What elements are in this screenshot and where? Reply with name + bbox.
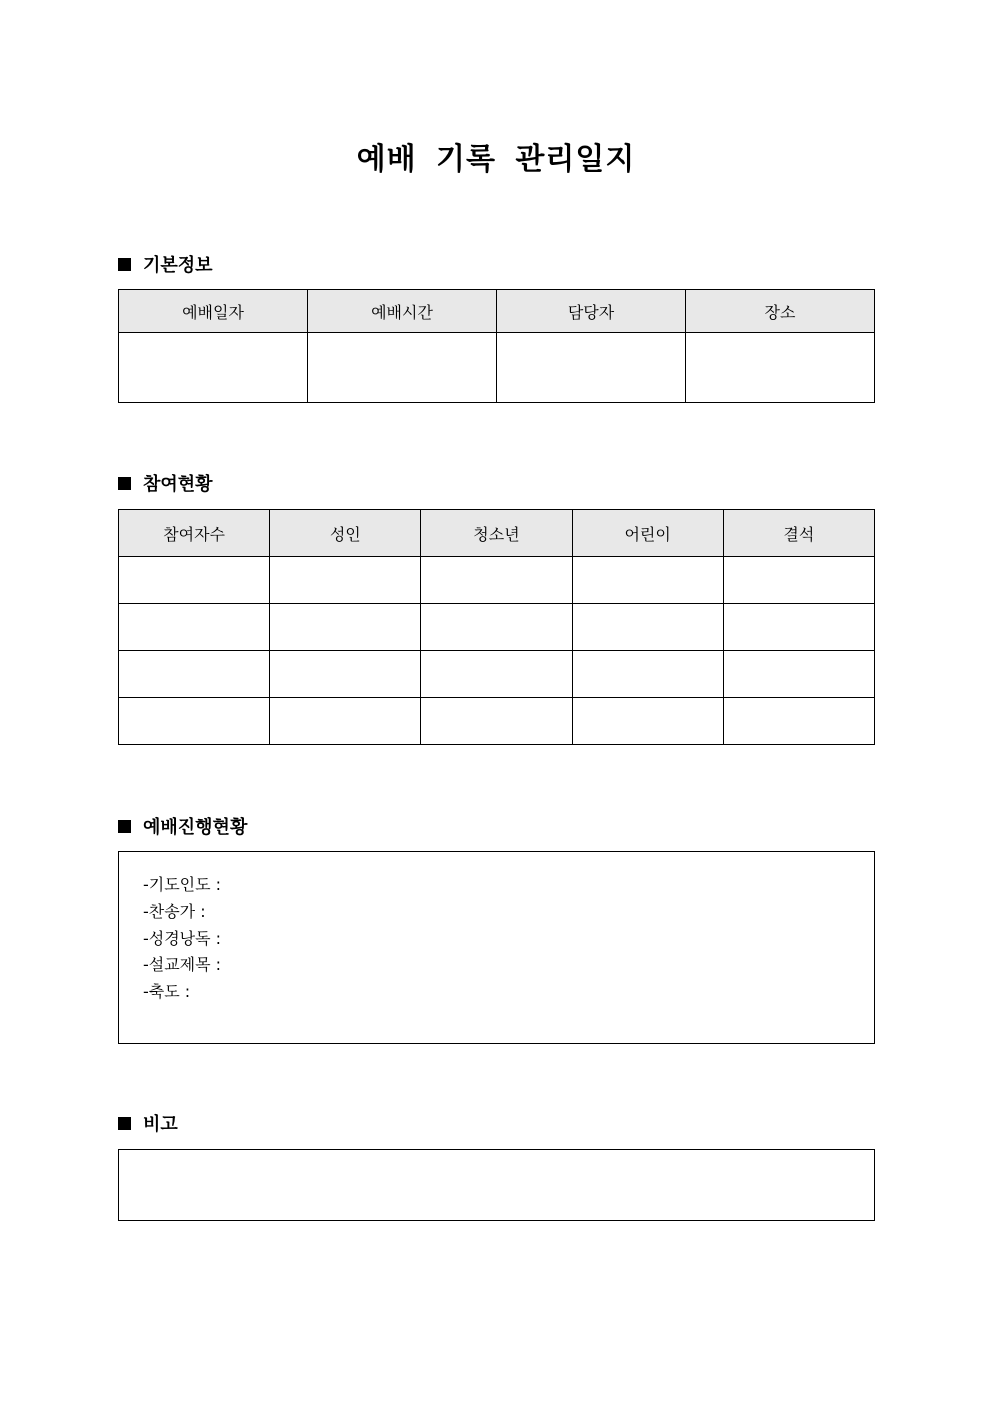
table-cell[interactable] [421,698,572,745]
table-row [119,557,875,604]
list-item: -찬송가 : [143,901,206,921]
table-cell[interactable] [270,604,421,651]
section-heading-basic-info [118,252,213,276]
table-cell[interactable] [421,557,572,604]
section-heading-label: 참여현황 [143,474,213,495]
section-heading-label: 예배진행현황 [143,817,248,838]
table-cell[interactable] [572,557,723,604]
square-bullet-icon [118,1117,131,1130]
table-row [119,333,875,403]
table-header-cell: 결석 [723,510,874,557]
table-cell[interactable] [119,557,270,604]
attendance-table [118,509,875,745]
table-header-cell: 어린이 [572,510,723,557]
table-cell[interactable] [723,698,874,745]
table-cell[interactable] [723,557,874,604]
section-heading-remarks [118,1111,178,1135]
table-row [119,604,875,651]
table-header-cell: 참여자수 [119,510,270,557]
section-heading-label: 기본정보 [143,255,213,276]
section-heading-label: 비고 [143,1114,178,1135]
square-bullet-icon [118,820,131,833]
table-cell[interactable] [119,698,270,745]
table-row [119,651,875,698]
table-row [119,698,875,745]
section-heading-progress [118,814,247,838]
table-header-row [119,290,875,333]
table-cell[interactable] [119,604,270,651]
table-cell[interactable] [572,698,723,745]
progress-box[interactable] [118,851,875,1044]
list-item: -축도 : [143,982,191,1002]
table-cell[interactable] [270,651,421,698]
list-item: -기도인도 : [143,875,222,894]
square-bullet-icon [118,258,131,271]
table-cell[interactable] [119,651,270,698]
list-item: -설교제목 : [143,955,222,975]
table-cell[interactable] [572,651,723,698]
list-item: -성경낭독 : [143,928,222,948]
table-cell[interactable] [572,604,723,651]
table-header-cell: 청소년 [421,510,572,557]
table-header-cell: 담당자 [497,290,686,333]
table-header-row [119,510,875,557]
square-bullet-icon [118,477,131,490]
table-cell[interactable] [723,604,874,651]
table-cell[interactable] [421,651,572,698]
table-cell[interactable] [497,333,686,403]
table-cell[interactable] [270,698,421,745]
page-title: 예배 기록 관리일지 [356,142,636,177]
table-cell[interactable] [308,333,497,403]
table-cell[interactable] [119,333,308,403]
table-header-cell: 장소 [686,290,875,333]
table-header-cell: 예배일자 [119,290,308,333]
table-header-cell: 예배시간 [308,290,497,333]
table-header-cell: 성인 [270,510,421,557]
table-cell[interactable] [723,651,874,698]
progress-list [119,852,874,1006]
basic-info-table [118,289,875,403]
table-cell[interactable] [421,604,572,651]
table-cell[interactable] [270,557,421,604]
table-cell[interactable] [686,333,875,403]
section-heading-attendance [118,471,213,495]
remarks-box[interactable] [118,1149,875,1221]
